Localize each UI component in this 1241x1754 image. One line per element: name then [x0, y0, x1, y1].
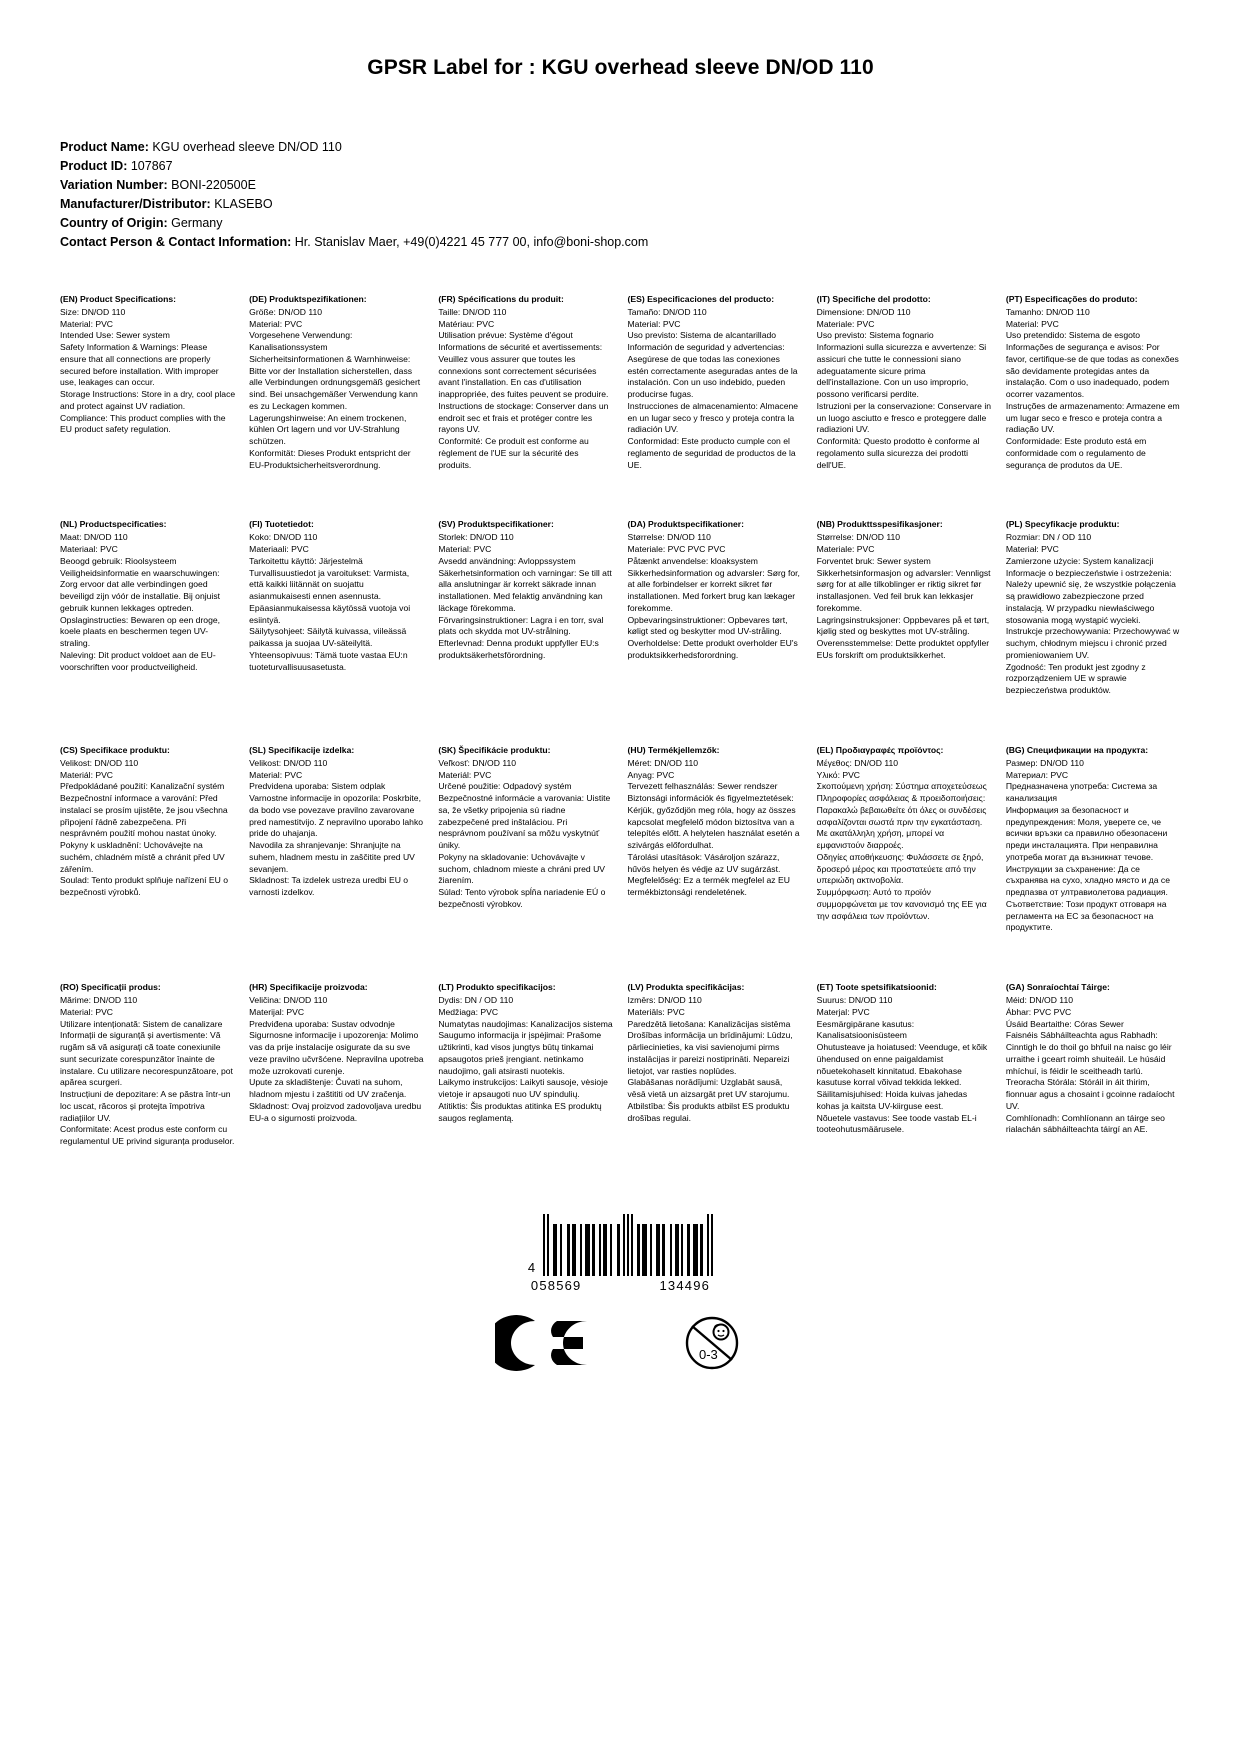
lang-block-hr [249, 982, 424, 1174]
lang-line-compliance: Συμμόρφωση: Αυτό το προϊόν συμμορφώνεται με τον κανονισμό της ΕΕ για την ασφάλεια των προϊόντων. [816, 887, 987, 921]
lang-line-storage: Pokyny k uskladnění: Uchovávejte na suchém, chladném místě a chránit před UV zářením. [60, 840, 225, 874]
meta-value: KLASEBO [214, 197, 273, 211]
lang-line-intended-use: Numatytas naudojimas: Kanalizacijos sistema [438, 1018, 613, 1029]
language-band-4 [60, 982, 1181, 1174]
lang-line-storage: Säilytysohjeet: Säilytä kuivassa, viileässä paikassa ja suojaa UV-säteilyltä. [249, 626, 407, 649]
lang-line-intended-use: Eesmärgipärane kasutus: Kanalisatsioonisüsteem [816, 1018, 915, 1041]
lang-block-pl [1006, 519, 1181, 722]
meta-label: Variation Number: [60, 178, 168, 192]
lang-line-material: Material: PVC [60, 1006, 114, 1017]
lang-line-safety: Informacje o bezpieczeństwie i ostrzeżenia: Należy upewnić się, że wszystkie połączenia są prawidłowo zabezpieczone przed instalacją. W przypadku niewłaściwego stosowania mogą wystąpić wycieki. [1005, 567, 1176, 625]
lang-block-fi [249, 519, 424, 722]
lang-line-intended-use: Uso previsto: Sistema fognario [816, 330, 934, 341]
lang-line-size: Rozmiar: DN / OD 110 [1005, 532, 1092, 543]
lang-block-da [628, 519, 803, 722]
lang-line-safety: Informazioni sulla sicurezza e avvertenze: Si assicuri che tutte le connessioni siano adeguatamente sicure prima dell'installazione. Con un uso improprio, possono verificarsi perdite. [816, 342, 987, 400]
lang-line-intended-use: Beoogd gebruik: Rioolsysteem [60, 555, 177, 566]
lang-line-storage: Pokyny na skladovanie: Uchovávajte v suchom, chladnom mieste a chráni pred UV žiarením. [438, 851, 606, 886]
lang-line-intended-use: Predvidena uporaba: Sistem odplak [249, 781, 386, 792]
lang-line-intended-use: Предназначена употреба: Система за канализация [1005, 781, 1158, 804]
lang-line-safety: Informații de siguranță și avertismente: Vă rugăm să vă asigurați că toate conexiunile sunt securizate corespunzător înainte de instalare. Cu utilizare necorespunzătoare, pot apărea scurgeri. [60, 1030, 233, 1088]
lang-line-size: Taille: DN/OD 110 [438, 306, 507, 317]
lang-line-intended-use: Uso pretendido: Sistema de esgoto [1005, 330, 1141, 341]
lang-line-storage: Οδηγίες αποθήκευσης: Φυλάσσετε σε ξηρό, δροσερό μέρος και προστατεύετε από την υπεριώδη ακτινοβολία. [816, 851, 984, 886]
lang-heading: (DA) Produktspecifikationer: [627, 519, 745, 530]
lang-line-compliance: Compliance: This product complies with the EU product safety regulation. [60, 412, 226, 435]
meta-label: Contact Person & Contact Information: [60, 235, 292, 249]
lang-line-compliance: Overensstemmelse: Dette produktet oppfyller EUs forskrift om produktsikkerhet. [816, 638, 990, 660]
lang-heading: (BG) Спецификации на продукта: [1005, 744, 1149, 755]
lang-line-compliance: Conformidad: Este producto cumple con el reglamento de seguridad de productos de la UE. [627, 436, 796, 470]
lang-line-compliance: Skladnost: Ovaj proizvod zadovoljava uredbu EU-a o sigurnosti proizvoda. [249, 1100, 422, 1123]
lang-line-material: Materiāls: PVC [627, 1006, 685, 1017]
lang-block-pt [1006, 294, 1181, 497]
lang-line-safety: Bezpečnostné informácie a varovania: Uistite sa, že všetky pripojenia sú riadne zabezpečené pred inštaláciou. Pri nesprávnom používaní sa môžu vyskytnúť úniky. [438, 793, 611, 851]
lang-block-lt [438, 982, 613, 1174]
lang-line-material: Ábhar: PVC PVC [1005, 1006, 1072, 1017]
lang-line-size: Izmērs: DN/OD 110 [627, 994, 702, 1005]
lang-line-safety: Varnostne informacije in opozorila: Poskrbite, da bodo vse povezave pravilno zavarovane pred namestitvijo. Z nepravilno uporabo lahko pride do uhajanja. [249, 793, 424, 839]
lang-line-storage: Инструкции за съхранение: Да се съхранява на сухо, хладно място и да се предпазва от ултравиолетова радиация. [1005, 863, 1170, 898]
lang-heading: (EL) Προδιαγραφές προϊόντος: [816, 744, 944, 755]
lang-line-compliance: Atbilstība: Šis produkts atbilst ES produktu drošības regulai. [627, 1100, 790, 1123]
lang-heading: (FR) Spécifications du produit: [438, 294, 564, 304]
no-children-under-3-icon [677, 1315, 747, 1376]
lang-block-it [817, 294, 992, 497]
lang-line-safety: Информация за безопасност и предупреждения: Моля, уверете се, че всички връзки са правилно обезопасени преди инсталацията. При неправилна употреба могат да възникнат течове. [1005, 804, 1168, 862]
lang-line-size: Tamanho: DN/OD 110 [1005, 306, 1090, 317]
lang-block-lv [628, 982, 803, 1174]
product-meta [60, 138, 1181, 252]
barcode-numbers [531, 1278, 710, 1293]
lang-block-sl [249, 745, 424, 960]
lang-line-intended-use: Påtænkt anvendelse: kloaksystem [627, 555, 758, 566]
lang-line-intended-use: Paredzētā lietošana: Kanalizācijas sistēma [627, 1018, 791, 1029]
lang-line-safety: Bezpečnostní informace a varování: Před instalací se prosím ujistěte, že jsou všechna připojení řádně zabezpečena. Při nesprávném použití mohou nastat únoky. [60, 793, 228, 839]
meta-row-variation-number [60, 176, 1181, 195]
lang-line-compliance: Yhteensopivuus: Tämä tuote vastaa EU:n tuoteturvallisuusasetusta. [249, 649, 408, 672]
meta-label: Manufacturer/Distributor: [60, 197, 211, 211]
lang-line-size: Velikost: DN/OD 110 [249, 757, 328, 768]
lang-line-material: Material: PVC [249, 769, 303, 780]
lang-heading: (NL) Productspecificaties: [60, 519, 167, 530]
lang-line-intended-use: Predviđena uporaba: Sustav odvodnje [249, 1018, 395, 1029]
lang-line-material: Materiál: PVC [60, 769, 114, 780]
lang-line-material: Materjal: PVC [816, 1006, 870, 1017]
barcode-bars [543, 1214, 713, 1276]
lang-line-material: Материал: PVC [1005, 769, 1069, 780]
lang-line-storage: Förvaringsinstruktioner: Lagra i en torr, sval plats och skydda mot UV-strålning. [438, 614, 604, 637]
lang-heading: (HR) Specifikacije proizvoda: [249, 982, 368, 993]
lang-line-size: Suurus: DN/OD 110 [816, 994, 893, 1005]
lang-line-safety: Informations de sécurité et avertissements: Veuillez vous assurer que toutes les connexions sont correctement sécurisées avant l'installation. En cas d'utilisation inappropriée, des fuites peuvent se produire. [438, 342, 609, 400]
lang-heading: (LT) Produkto specifikacijos: [438, 982, 556, 993]
lang-heading: (ES) Especificaciones del producto: [627, 294, 775, 304]
lang-line-material: Material: PVC [627, 318, 681, 329]
lang-heading: (NB) Produkttsspesifikasjoner: [816, 519, 943, 530]
lang-block-de [249, 294, 424, 497]
lang-line-storage: Opbevaringsinstruktioner: Opbevares tørt, køligt sted og beskytter mod UV-stråling. [627, 614, 788, 637]
language-band-1 [60, 294, 1181, 497]
label-footer [60, 1214, 1181, 1376]
lang-line-compliance: Conformidade: Este produto está em conformidade com o regulamento de segurança de produtos da UE. [1005, 436, 1147, 470]
barcode-leading-digit: 4 [527, 1259, 536, 1275]
lang-line-storage: Instructions de stockage: Conserver dans un endroit sec et frais et protéger contre les rayons UV. [438, 400, 609, 435]
lang-heading: (ET) Toote spetsifikatsioonid: [816, 982, 937, 993]
lang-line-size: Méret: DN/OD 110 [627, 757, 699, 768]
barcode [528, 1214, 713, 1276]
lang-line-size: Størrelse: DN/OD 110 [627, 532, 711, 543]
lang-line-material: Materiale: PVC PVC PVC [627, 544, 726, 555]
lang-line-safety: Ohutusteave ja hoiatused: Veenduge, et kõik ühendused on enne paigaldamist nõuetekohaselt kinnitatud. Ebakohase kasutuse korral võivad tekkida lekked. [816, 1042, 988, 1088]
lang-line-material: Medžiaga: PVC [438, 1006, 499, 1017]
lang-line-storage: Tárolási utasítások: Vásároljon szárazz, hűvös helyen és védje az UV sugárzást. [627, 851, 781, 874]
lang-heading: (PL) Specyfikacje produktu: [1005, 519, 1120, 530]
lang-line-compliance: Konformität: Dieses Produkt entspricht der EU-Produktsicherheitsverordnung. [249, 447, 411, 470]
lang-line-material: Material: PVC [438, 544, 492, 555]
lang-line-size: Koko: DN/OD 110 [249, 532, 318, 543]
lang-line-storage: Lagerungshinweise: An einem trockenen, kühlen Ort lagern und vor UV-Strahlung schützen. [249, 412, 407, 447]
lang-block-ga [1006, 982, 1181, 1174]
lang-line-material: Materiaal: PVC [60, 544, 118, 555]
lang-heading: (RO) Specificații produs: [60, 982, 161, 993]
lang-line-intended-use: Intended Use: Sewer system [60, 330, 170, 341]
lang-line-storage: Instrucțiuni de depozitare: A se păstra într-un loc uscat, răcoros și protejta împotriva radiațiilor UV. [60, 1089, 231, 1123]
lang-block-bg [1006, 745, 1181, 960]
meta-row-manufacturer [60, 195, 1181, 214]
meta-row-product-name [60, 138, 1181, 157]
lang-line-safety: Faisnéis Sábháilteachta agus Rabhadh: Cinntigh le do thoil go bhfuil na naisc go léir urraithe i gceart roimh shuiteáil. Le húsáid mhíchuí, is féidir le sceitheadh tarlú. [1005, 1030, 1172, 1076]
lang-line-safety: Sikkerhedsinformation og advarsler: Sørg for, at alle forbindelser er korrekt sikret før installationen. Med forkert brug kan lækager forekomme. [627, 567, 800, 613]
lang-block-ro [60, 982, 235, 1174]
lang-block-el [817, 745, 992, 960]
lang-line-compliance: Atitiktis: Šis produktas atitinka ES produktų saugos reglamentą. [438, 1100, 602, 1123]
lang-line-intended-use: Avsedd användning: Avloppssystem [438, 555, 576, 566]
lang-block-en [60, 294, 235, 497]
lang-line-material: Materijal: PVC [249, 1006, 305, 1017]
lang-heading: (GA) Sonraíochtaí Táirge: [1005, 982, 1110, 993]
lang-line-size: Размер: DN/OD 110 [1005, 757, 1084, 768]
lang-line-safety: Biztonsági információk és figyelmeztetések: Kérjük, győződjön meg róla, hogy az összes kapcsolat megfelelő módon biztosítva van a telepítés előtt. A helytelen használat esetén a szivárgás előfordulhat. [627, 793, 800, 851]
lang-line-storage: Treoracha Stórála: Stóráil in áit thirim, fionnuar agus a chosaint i gcoinne radaíocht UV. [1005, 1077, 1175, 1111]
meta-label: Country of Origin: [60, 216, 168, 230]
lang-line-size: Dimensione: DN/OD 110 [816, 306, 911, 317]
lang-line-storage: Instrukcje przechowywania: Przechowywać w suchym, chłodnym miejscu i chronić przed promieniowaniem UV. [1005, 626, 1180, 660]
lang-line-size: Størrelse: DN/OD 110 [816, 532, 901, 543]
lang-line-size: Veličina: DN/OD 110 [249, 994, 328, 1005]
lang-heading: (CS) Specifikace produktu: [60, 744, 170, 755]
lang-line-storage: Glabāšanas norādījumi: Uzglabāt sausā, vēsā vietā un aizsargāt pret UV starojumu. [627, 1077, 790, 1100]
lang-line-intended-use: Zamierzone użycie: System kanalizacji [1005, 555, 1154, 566]
lang-line-compliance: Overholdelse: Dette produkt overholder EU's produktsikkerhedsforordning. [627, 638, 798, 660]
lang-block-cs [60, 745, 235, 960]
lang-line-compliance: Conformité: Ce produit est conforme au règlement de l'UE sur la sécurité des produits. [438, 436, 589, 470]
lang-line-storage: Laikymo instrukcijos: Laikyti sausoje, vėsioje vietoje ir apsaugoti nuo UV spindulių. [438, 1077, 608, 1100]
meta-value: BONI-220500E [171, 178, 256, 192]
lang-line-intended-use: Tervezett felhasználás: Sewer rendszer [627, 781, 778, 792]
lang-line-compliance: Conformità: Questo prodotto è conforme al regolamento sulla sicurezza dei prodotti dell'UE. [816, 436, 980, 470]
lang-line-material: Υλικό: PVC [816, 769, 861, 780]
meta-value: 107867 [130, 159, 173, 173]
lang-line-compliance: Efterlevnad: Denna produkt uppfyller EU:s produktsäkerhetsförordning. [438, 638, 599, 660]
lang-line-safety: Sigurnosne informacije i upozorenja: Molimo vas da prije instalacije osigurate da su sve veze pravilno učvršćene. Nepravilna upotreba može uzrokovati curenje. [249, 1030, 424, 1076]
lang-heading: (FI) Tuotetiedot: [249, 519, 314, 530]
age-label: 0-3 [698, 1346, 718, 1362]
lang-line-size: Size: DN/OD 110 [60, 306, 126, 317]
lang-line-material: Materiál: PVC [438, 769, 492, 780]
lang-line-compliance: Comhlíonadh: Comhlíonann an táirge seo rialachán sábháilteachta táirgí an AE. [1005, 1112, 1165, 1135]
lang-line-safety: Πληροφορίες ασφάλειας & προειδοποιήσεις: Παρακαλώ βεβαιωθείτε ότι όλες οι συνδέσεις ασφαλίζονται σωστά πριν την εγκατάσταση. Με ακατάλληλη χρήση, μπορεί να εμφανιστούν διαρροές. [816, 793, 987, 851]
lang-line-compliance: Soulad: Tento produkt splňuje nařízení EU o bezpečnosti výrobků. [60, 875, 229, 898]
lang-heading: (PT) Especificações do produto: [1005, 294, 1138, 304]
lang-line-intended-use: Uso previsto: Sistema de alcantarillado [627, 330, 777, 341]
lang-line-material: Matériau: PVC [438, 318, 495, 329]
lang-line-storage: Instrucciones de almacenamiento: Almacene en un lugar seco y fresco y proteja contra la radiación UV. [627, 400, 799, 435]
lang-line-material: Materiaali: PVC [249, 544, 309, 555]
lang-line-compliance: Conformitate: Acest produs este conform cu regulamentul UE privind siguranța produselor. [60, 1124, 235, 1147]
lang-line-intended-use: Úsáid Beartaithe: Córas Sewer [1005, 1018, 1124, 1029]
lang-line-compliance: Megfelelőség: Ez a termék megfelel az EU termékbiztonsági rendeletének. [627, 875, 790, 898]
lang-line-storage: Istruzioni per la conservazione: Conservare in un luogo asciutto e fresco e proteggere dalle radiazioni UV. [816, 400, 992, 435]
language-band-2 [60, 519, 1181, 722]
lang-line-size: Dydis: DN / OD 110 [438, 994, 514, 1005]
lang-line-safety: Información de seguridad y advertencias: Asegúrese de que todas las conexiones estén correctamente aseguradas antes de la instalación. Con un uso indebido, pueden producirse fugas. [627, 342, 798, 400]
lang-line-intended-use: Předpokládané použití: Kanalizační systém [60, 781, 225, 792]
lang-line-compliance: Skladnost: Ta izdelek ustreza uredbi EU o varnosti izdelkov. [249, 875, 409, 898]
lang-line-material: Material: PVC [249, 318, 303, 329]
lang-line-material: Anyag: PVC [627, 769, 675, 780]
lang-line-safety: Safety Information & Warnings: Please ensure that all connections are properly secured before installation. With improper use, leakages can occur. [60, 342, 219, 388]
lang-line-storage: Säilitamisjuhised: Hoida kuivas jahedas kohas ja kaitsta UV-kiirguse eest. [816, 1089, 968, 1111]
lang-heading: (SK) Špecifikácie produktu: [438, 744, 551, 755]
lang-heading: (SL) Specifikacije izdelka: [249, 744, 355, 755]
barcode-left-digits: 058569 [530, 1277, 582, 1293]
lang-heading: (LV) Produkta specifikācijas: [627, 982, 745, 993]
lang-line-safety: Saugumo informacija ir įspėjimai: Prašome užtikrinti, kad visos jungtys būtų tinkamai apsaugotos prieš įrengiant. netinkamo naudojimo, gali atsirasti nuotekis. [438, 1030, 602, 1076]
lang-line-material: Materiale: PVC [816, 318, 875, 329]
lang-block-nl [60, 519, 235, 722]
meta-row-contact [60, 233, 1181, 252]
lang-line-safety: Turvallisuustiedot ja varoitukset: Varmista, että kaikki liitännät on suojattu asianmukaisesti ennen asennusta. Epäasianmukaisessa käytössä vuotoja voi esiintyä. [249, 567, 411, 625]
lang-line-compliance: Naleving: Dit product voldoet aan de EU-voorschriften voor productveiligheid. [60, 649, 216, 672]
lang-line-intended-use: Tarkoitettu käyttö: Järjestelmä [249, 555, 363, 566]
lang-line-intended-use: Vorgesehene Verwendung: Kanalisationssystem [249, 330, 353, 353]
page-title: GPSR Label for : KGU overhead sleeve DN/OD 110 [367, 56, 874, 79]
lang-line-safety: Säkerhetsinformation och varningar: Se till att alla anslutningar är korrekt säkrade innan installationen. Med felaktig användning kan läckage förekomma. [438, 567, 612, 613]
ce-mark-icon [495, 1315, 591, 1376]
barcode-right-digits: 134496 [659, 1277, 711, 1293]
lang-line-size: Größe: DN/OD 110 [249, 306, 323, 317]
lang-line-intended-use: Forventet bruk: Sewer system [816, 555, 931, 566]
lang-line-storage: Navodila za shranjevanje: Shranjujte na suhem, hladnem mestu in zaščitite pred UV sevanjem. [249, 840, 415, 874]
lang-line-intended-use: Určené použitie: Odpadový systém [438, 781, 572, 792]
lang-line-safety: Sikkerhetsinformasjon og advarsler: Vennligst sørg for at alle tilkoblinger er riktig sikret før installasjonen. Ved feil bruk kan lekkasjer forekomme. [816, 567, 991, 613]
lang-line-storage: Opslaginstructies: Bewaren op een droge, koele plaats en beschermen tegen UV-straling. [60, 614, 221, 649]
lang-line-material: Material: PVC [60, 318, 114, 329]
lang-line-intended-use: Utilizare intenționată: Sistem de canalizare [60, 1018, 223, 1029]
lang-line-size: Mărime: DN/OD 110 [60, 994, 138, 1005]
lang-heading: (EN) Product Specifications: [60, 294, 177, 304]
lang-line-compliance: Nõuetele vastavus: See toode vastab EL-i tooteohutusmäärusele. [816, 1112, 977, 1135]
lang-line-intended-use: Σκοπούμενη χρήση: Σύστημα αποχετεύσεως [816, 781, 987, 792]
lang-line-safety: Veiligheidsinformatie en waarschuwingen: Zorg ervoor dat alle verbindingen goed beveiligd zijn vóór de installatie. Bij onjuist gebruik kunnen lekkages optreden. [60, 567, 221, 613]
lang-line-compliance: Съответствие: Този продукт отговаря на регламента на ЕС за безопасност на продуктите. [1005, 898, 1167, 933]
lang-line-size: Tamaño: DN/OD 110 [627, 306, 707, 317]
lang-line-safety: Informações de segurança e avisos: Por favor, certifique-se de que todas as conexões são devidamente protegidas antes da instalação. Com o uso inadequado, podem ocorrer vazamentos. [1005, 342, 1179, 400]
meta-row-country-of-origin [60, 214, 1181, 233]
meta-value: Germany [171, 216, 223, 230]
lang-block-sv [438, 519, 613, 722]
lang-line-size: Μέγεθος: DN/OD 110 [816, 757, 899, 768]
lang-line-compliance: Súlad: Tento výrobok spĺňa nariadenie EÚ o bezpečnosti výrobkov. [438, 887, 606, 909]
lang-line-intended-use: Utilisation prévue: Système d'égout [438, 330, 573, 341]
lang-line-size: Méid: DN/OD 110 [1005, 994, 1074, 1005]
lang-line-size: Storlek: DN/OD 110 [438, 532, 514, 543]
lang-block-nb [817, 519, 992, 722]
lang-line-size: Velikost: DN/OD 110 [60, 757, 139, 768]
lang-line-storage: Storage Instructions: Store in a dry, cool place and protect against UV radiation. [60, 389, 236, 411]
lang-line-material: Material: PVC [1005, 318, 1059, 329]
meta-label: Product Name: [60, 140, 149, 154]
meta-value: Hr. Stanislav Maer, +49(0)4221 45 777 00, info@boni-shop.com [294, 235, 649, 249]
lang-line-size: Veľkosť: DN/OD 110 [438, 757, 517, 768]
meta-label: Product ID: [60, 159, 128, 173]
lang-line-size: Maat: DN/OD 110 [60, 532, 128, 543]
lang-line-safety: Sicherheitsinformationen & Warnhinweise: Bitte vor der Installation sicherstellen, dass alle Verbindungen ordnungsgemäß gesichert sind. Bei unsachgemäßer Verwendung kann es zu Leckagen kommen. [249, 353, 421, 411]
lang-heading: (SV) Produktspecifikationer: [438, 519, 554, 530]
language-band-3 [60, 745, 1181, 960]
lang-line-compliance: Zgodność: Ten produkt jest zgodny z rozporządzeniem UE w sprawie bezpieczeństwa produktów. [1005, 661, 1146, 696]
lang-line-storage: Instruções de armazenamento: Armazene em um lugar seco e fresco e proteja contra a radiação UV. [1005, 400, 1180, 435]
lang-block-fr [438, 294, 613, 497]
lang-line-storage: Upute za skladištenje: Čuvati na suhom, hladnom mjestu i zaštititi od UV zračenja. [249, 1077, 407, 1100]
lang-block-hu [628, 745, 803, 960]
lang-block-sk [438, 745, 613, 960]
meta-value: KGU overhead sleeve DN/OD 110 [152, 140, 342, 154]
lang-block-et [817, 982, 992, 1174]
lang-line-material: Materiale: PVC [816, 544, 875, 555]
lang-line-safety: Drošības informācija un brīdinājumi: Lūdzu, pārliecinieties, ka visi savienojumi pirms instalācijas ir pareizi nostiprināti. Nepareizi lietojot, var rasties noplūdes. [627, 1030, 793, 1076]
lang-heading: (IT) Specifiche del prodotto: [816, 294, 931, 304]
lang-heading: (HU) Termékjellemzők: [627, 744, 720, 755]
lang-line-material: Materiał: PVC [1005, 544, 1059, 555]
lang-line-storage: Lagringsinstruksjoner: Oppbevares på et tørt, kjølig sted og beskyttes mot UV-stråling. [816, 614, 990, 637]
conformity-marks [495, 1315, 747, 1376]
lang-heading: (DE) Produktspezifikationen: [249, 294, 367, 304]
lang-block-es [628, 294, 803, 497]
meta-row-product-id [60, 157, 1181, 176]
